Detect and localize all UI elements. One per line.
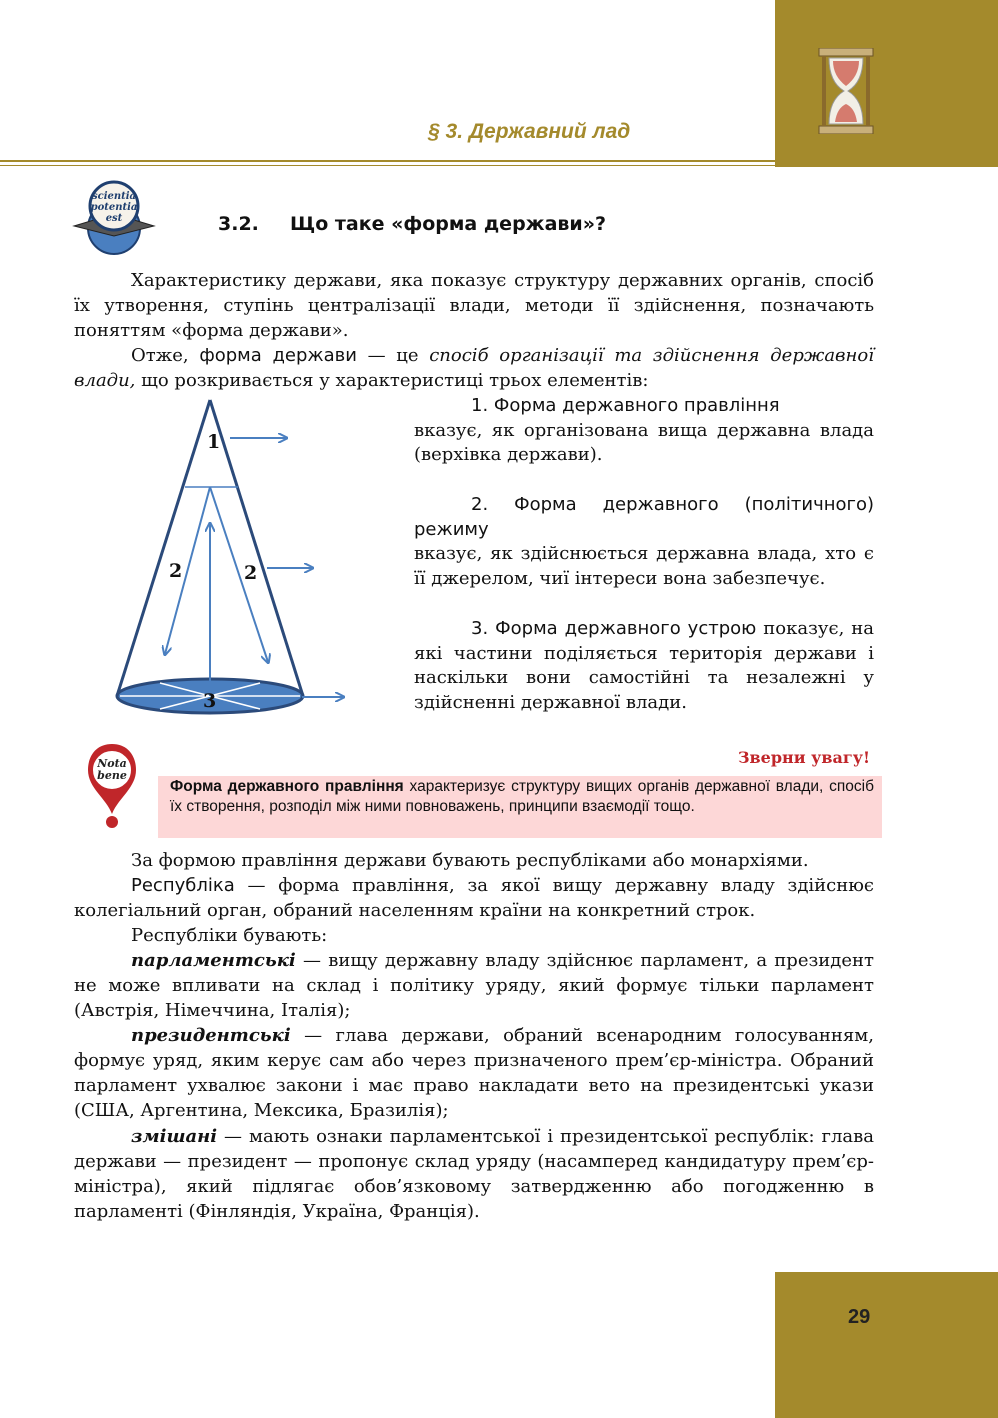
intro-p2-mid: — це (356, 345, 430, 366)
element-2-text: вказує, як здійснюється державна влада, хто є її джерелом, чиї інтереси вона забезпечує. (414, 543, 874, 589)
note-term: Форма державного правління (170, 778, 404, 795)
intro-p2-start: Отже, (131, 345, 200, 366)
presidential-term: президентські (131, 1025, 291, 1046)
element-1-text: вказує, як організована вища державна влада (верхівка держави). (414, 419, 874, 465)
body-paragraph-2 (74, 873, 874, 923)
element-1-paragraph (414, 394, 874, 468)
presidential-text: — глава держави, обраний всенародним голосуванням, формує уряд, яким керує сам або через призначеного прем’єр-міністра. Обраний парламент ухвалює закони і має право накладати вето на президентські укази (США, Аргентина, Мексика, Бразилія); (74, 1025, 874, 1121)
hourglass-icon (817, 48, 875, 134)
header-rule (0, 160, 775, 162)
footer-color-block (775, 1272, 998, 1418)
cone-left-edge (117, 400, 210, 696)
diagram-label-2-left: 2 (169, 560, 183, 582)
badge-line2: potentia (90, 202, 138, 213)
intro-paragraph-2 (74, 343, 874, 393)
badge-line1: scientia (91, 191, 137, 202)
parliamentary-text: — вищу державну владу здійснює парламент, а президент не може впливати на склад і політику уряду, який формує тільки парламент (Австрія, Німеччина, Італія); (74, 950, 874, 1021)
body-paragraph-1: За формою правління держави бувають республіками або монархіями. (131, 850, 809, 871)
note-box (158, 776, 882, 838)
element-3-text: показує, на які частини поділяється територія держави і наскільки вони самостійні та незалежні у здійсненні державної влади. (414, 618, 875, 713)
scientia-badge-icon (72, 180, 156, 270)
diagram-label-1: 1 (207, 431, 221, 453)
badge-line3: est (105, 213, 123, 224)
nota-icon-line2: bene (97, 769, 127, 782)
element-3-term: 3. Форма державного устрою (471, 618, 757, 639)
note-text: характеризує структуру вищих органів державної влади, спосіб їх створення, розподіл між ними повноважень, принципи взаємодії тощо. (170, 778, 874, 815)
republic-term: Республіка (131, 875, 235, 896)
element-2-paragraph (414, 493, 874, 591)
intro-p2-italic: спосіб організації та здійснення державної влади, (74, 345, 874, 391)
element-1-term: 1. Форма державного правління (471, 395, 780, 416)
section-heading (218, 213, 606, 235)
header-rule-thin (0, 165, 775, 166)
nota-bene-icon (84, 740, 140, 830)
element-3-paragraph (414, 617, 874, 715)
intro-p2-term: форма держави (199, 345, 357, 366)
republic-text: — форма правління, за якої вищу державну владу здійснює колегіальний орган, обраний населенням країни на конкретний строк. (74, 875, 874, 921)
section-number: 3.2. (218, 213, 259, 235)
parliamentary-term: парламентські (131, 950, 296, 971)
header-title: § 3. Державний лад (428, 120, 631, 143)
body-paragraph-5 (74, 1023, 874, 1123)
arrow-down-right (210, 487, 268, 662)
state-form-cone-diagram (110, 396, 360, 726)
diagram-label-3: 3 (203, 690, 217, 712)
intro-paragraph-1: Характеристику держави, яка показує структуру державних органів, спосіб їх утворення, ступінь централізації влади, методи її здійснення, позначають поняттям «форма держави». (74, 270, 874, 341)
body-paragraph-4 (74, 948, 874, 1023)
page-number: 29 (848, 1306, 871, 1328)
body-paragraph-6 (74, 1124, 874, 1224)
mixed-term: змішані (131, 1126, 218, 1147)
attention-label: Зверни увагу! (738, 748, 870, 767)
cone-right-edge (210, 400, 303, 696)
element-2-term: 2. Форма державного (політичного) режиму (414, 494, 874, 540)
mixed-text: — мають ознаки парламентської і президентської республік: глава держави — президент — пропонує склад уряду (насамперед кандидатуру прем’єр-міністра), який підлягає обов’язковому затвердженню або погодженню в парламенті (Фінляндія, Україна, Франція). (74, 1126, 874, 1222)
diagram-label-2-right: 2 (244, 562, 258, 584)
intro-p2-end: що розкривається у характеристиці трьох елементів: (135, 370, 649, 391)
header-color-block (775, 0, 998, 167)
nota-icon-line1: Nota (97, 757, 127, 770)
section-title: Що таке «форма держави»? (290, 213, 607, 235)
body-paragraph-3: Республіки бувають: (131, 925, 328, 946)
